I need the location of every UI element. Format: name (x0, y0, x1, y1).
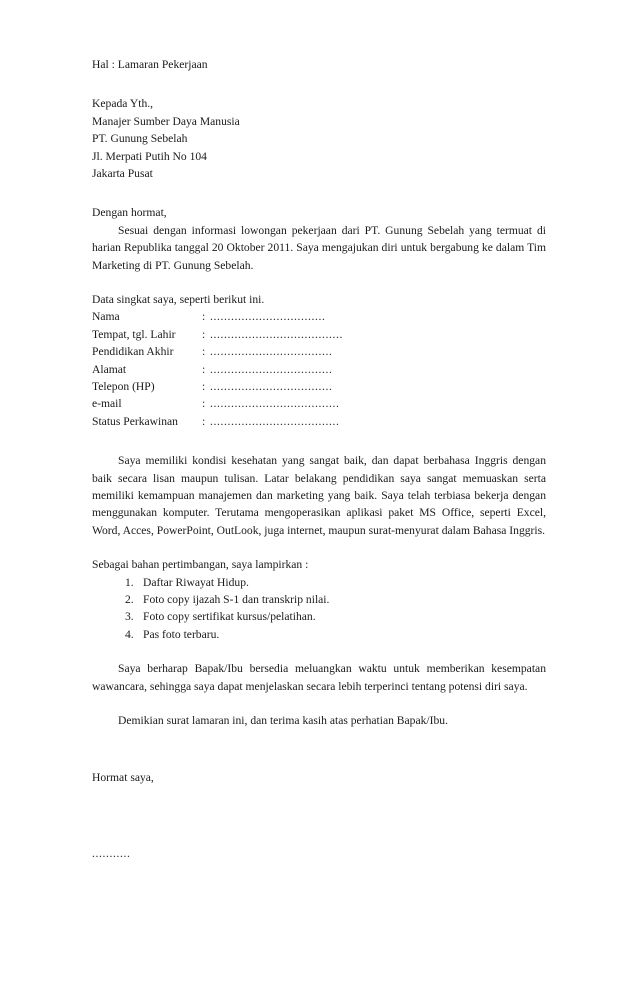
data-field-value: ..................................... (210, 397, 340, 411)
spacer (92, 729, 546, 769)
data-field-label: Status Perkawinan (92, 414, 178, 428)
spacer (92, 274, 546, 291)
attachment-number: 4. (125, 627, 134, 641)
spacer (92, 695, 546, 712)
data-field-row (92, 361, 546, 378)
data-field-row (92, 378, 546, 395)
subject-line: Hal : Lamaran Pekerjaan (92, 58, 208, 71)
data-field-colon: : (202, 414, 206, 428)
spacer (92, 73, 546, 95)
data-field-colon: : (202, 345, 206, 359)
intro-paragraph: Sesuai dengan informasi lowongan pekerjaan dari PT. Gunung Sebelah yang termuat di harian Republika tanggal 20 Oktober 2011. Saya mengajukan diri untuk bergabung ke dalam Tim Marketing di PT. Gunung Sebelah. (92, 223, 546, 272)
attachment-number: 2. (125, 593, 134, 607)
recipient-salutation: Kepada Yth., (92, 97, 154, 111)
recipient-title: Manajer Sumber Daya Manusia (92, 114, 240, 128)
applicant-data-list (92, 308, 546, 430)
attachment-item (92, 626, 546, 643)
data-field-row (92, 395, 546, 412)
recipient-city: Jakarta Pusat (92, 167, 153, 181)
data-field-label: Pendidikan Akhir (92, 345, 174, 359)
data-field-colon: : (202, 310, 206, 324)
spacer (92, 430, 546, 452)
greeting: Dengan hormat, (92, 206, 167, 220)
data-field-colon: : (202, 380, 206, 394)
signature-placeholder: ........... (92, 846, 131, 860)
request-paragraph: Saya berharap Bapak/Ibu bersedia meluangkan waktu untuk memberikan kesempatan wawancara, sehingga saya dapat menjelaskan secara lebih terperinci tentang potensi diri saya. (92, 662, 546, 693)
qualifications-paragraph: Saya memiliki kondisi kesehatan yang sangat baik, dan dapat berbahasa Inggris dengan baik secara lisan maupun tulisan. Latar belakang pendidikan saya sangat memuaskan serta memiliki kemampuan manajemen dan marketing yang baik. Saya telah terbiasa bekerja dengan menggunakan komputer. Terutama mengoperasikan aplikasi paket MS Office, seperti Excel, Word, Acces, PowerPoint, OutLook, juga internet, maupun surat-menyurat dalam Bahasa Inggris. (92, 454, 546, 537)
data-field-colon: : (202, 362, 206, 376)
spacer (92, 539, 546, 556)
data-field-colon: : (202, 397, 206, 411)
data-field-value: ...................................... (210, 327, 343, 341)
attachment-text: Foto copy ijazah S-1 dan transkrip nilai. (143, 593, 330, 607)
attachments-list (92, 574, 546, 644)
data-field-label: Telepon (HP) (92, 380, 155, 394)
signature-space (92, 787, 546, 845)
recipient-street: Jl. Merpati Putih No 104 (92, 149, 207, 163)
letter-body (92, 56, 546, 862)
data-field-value: ................................... (210, 362, 333, 376)
data-field-row (92, 326, 546, 343)
attachment-item (92, 591, 546, 608)
attachment-number: 1. (125, 575, 134, 589)
attachment-number: 3. (125, 610, 134, 624)
data-field-colon: : (202, 327, 206, 341)
data-section-heading: Data singkat saya, seperti berikut ini. (92, 293, 265, 307)
data-field-label: Alamat (92, 362, 127, 376)
spacer (92, 182, 546, 204)
data-field-label: Nama (92, 310, 120, 324)
attachment-text: Pas foto terbaru. (143, 627, 220, 641)
data-field-label: Tempat, tgl. Lahir (92, 327, 176, 341)
data-field-row (92, 308, 546, 325)
attachment-text: Daftar Riwayat Hidup. (143, 575, 249, 589)
data-field-value: ..................................... (210, 414, 340, 428)
attachment-item (92, 574, 546, 591)
data-field-value: ................................... (210, 380, 333, 394)
thanks-paragraph: Demikian surat lamaran ini, dan terima kasih atas perhatian Bapak/Ibu. (118, 714, 448, 728)
spacer (92, 643, 546, 660)
attachment-text: Foto copy sertifikat kursus/pelatihan. (143, 610, 316, 624)
attachments-heading: Sebagai bahan pertimbangan, saya lampirkan : (92, 558, 309, 572)
attachment-item (92, 608, 546, 625)
data-field-value: ................................. (210, 310, 326, 324)
data-field-row (92, 413, 546, 430)
sign-off: Hormat saya, (92, 771, 154, 785)
data-field-row (92, 343, 546, 360)
recipient-company: PT. Gunung Sebelah (92, 132, 188, 146)
data-field-label: e-mail (92, 397, 122, 411)
data-field-value: ................................... (210, 345, 333, 359)
